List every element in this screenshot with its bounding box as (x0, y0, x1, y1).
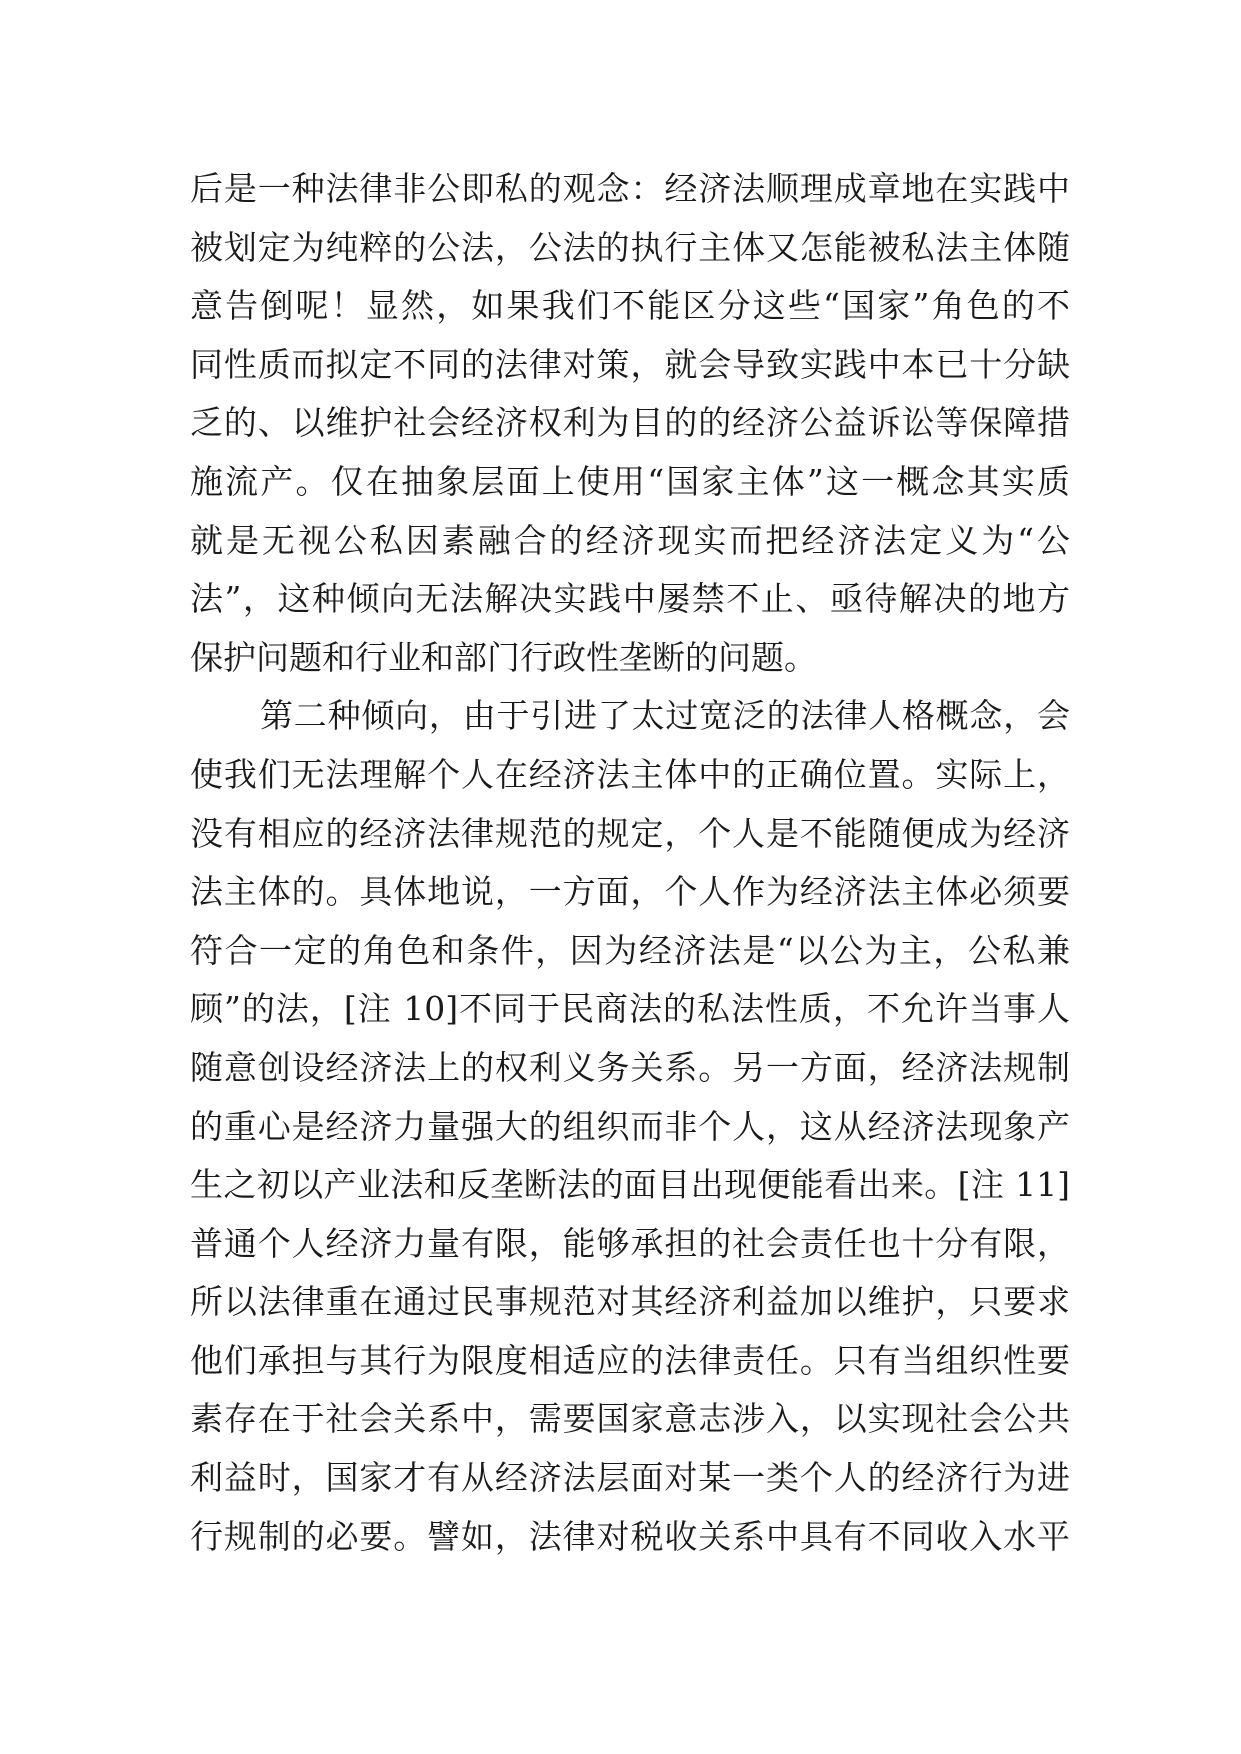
text-line: 利益时，国家才有从经济法层面对某一类个人的经济行为进 (190, 1458, 1070, 1498)
text-line: 顾”的法，[注 10]不同于民商法的私法性质，不允许当事人 (190, 989, 1070, 1029)
paragraph-end-line: 保护问题和行业和部门行政性垄断的问题。 (190, 637, 817, 677)
paragraph-first-line: 第二种倾向，由于引进了太过宽泛的法律人格概念，会 (260, 696, 1070, 736)
text-line: 同性质而拟定不同的法律对策，就会导致实践中本已十分缺 (190, 344, 1070, 384)
text-line: 普通个人经济力量有限，能够承担的社会责任也十分有限， (190, 1223, 1070, 1263)
text-line: 行规制的必要。譬如，法律对税收关系中具有不同收入水平 (190, 1516, 1070, 1556)
text-line: 没有相应的经济法律规范的规定，个人是不能随便成为经济 (190, 813, 1070, 853)
text-line: 乏的、以维护社会经济权利为目的的经济公益诉讼等保障措 (190, 403, 1070, 443)
text-line: 的重心是经济力量强大的组织而非个人，这从经济法现象产 (190, 1106, 1070, 1146)
text-line: 他们承担与其行为限度相适应的法律责任。只有当组织性要 (190, 1340, 1070, 1380)
text-line: 意告倒呢！显然，如果我们不能区分这些“国家”角色的不 (190, 286, 1070, 326)
text-line: 法”，这种倾向无法解决实践中屡禁不止、亟待解决的地方 (190, 579, 1070, 619)
text-line: 素存在于社会关系中，需要国家意志涉入，以实现社会公共 (190, 1399, 1070, 1439)
text-line: 随意创设经济法上的权利义务关系。另一方面，经济法规制 (190, 1047, 1070, 1087)
text-line: 所以法律重在通过民事规范对其经济利益加以维护，只要求 (190, 1282, 1070, 1322)
text-line: 后是一种法律非公即私的观念：经济法顺理成章地在实践中 (190, 169, 1070, 208)
text-line: 符合一定的角色和条件，因为经济法是“以公为主，公私兼 (190, 930, 1070, 970)
text-line: 施流产。仅在抽象层面上使用“国家主体”这一概念其实质 (190, 461, 1070, 501)
text-line: 生之初以产业法和反垄断法的面目出现便能看出来。[注 11] (190, 1165, 1070, 1205)
text-line: 使我们无法理解个人在经济法主体中的正确位置。实际上， (190, 754, 1070, 794)
text-line: 就是无视公私因素融合的经济现实而把经济法定义为“公 (190, 520, 1070, 560)
text-line: 被划定为纯粹的公法，公法的执行主体又怎能被私法主体随 (190, 227, 1070, 267)
body-text (190, 160, 1070, 1566)
text-line: 法主体的。具体地说，一方面，个人作为经济法主体必须要 (190, 872, 1070, 912)
